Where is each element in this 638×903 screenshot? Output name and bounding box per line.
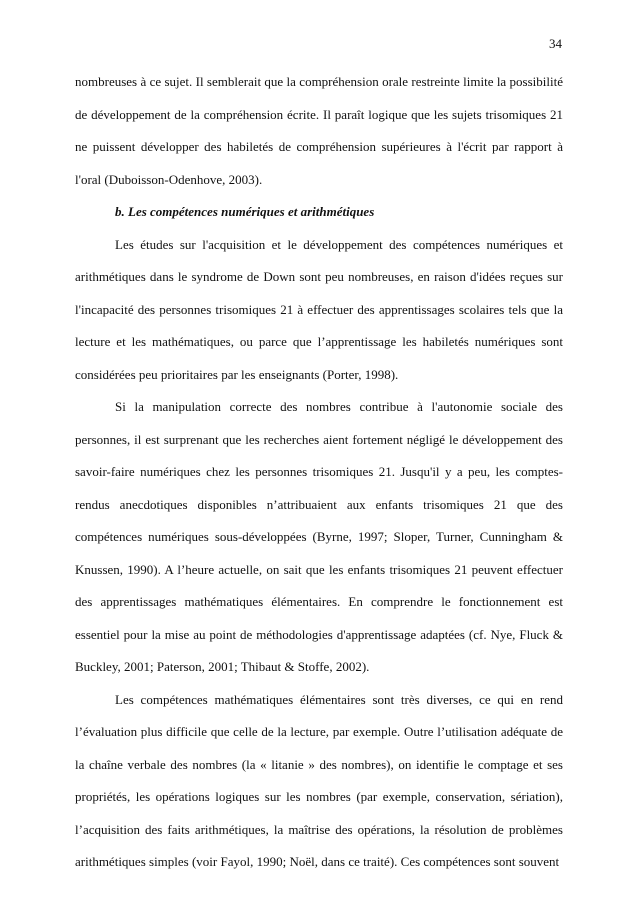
paragraph-continued: nombreuses à ce sujet. Il semblerait que la compréhension orale restreinte limite la possibilité de développement de la compréhension écrite. Il paraît logique que les sujets trisomiques 21 ne puissent développer des habiletés de compréhension supérieures à l'écrit par rapport à l'oral (Duboisson-Odenhove, 2003). xyxy=(75,74,563,187)
section-heading: b. Les compétences numériques et arithmétiques xyxy=(115,204,375,219)
paragraph: Les études sur l'acquisition et le développement des compétences numériques et arithmétiques dans le syndrome de Down sont peu nombreuses, en raison d'idées reçues sur l'incapacité des personnes trisomiques 21 à effectuer des apprentissages scolaires tels que la lecture et les mathématiques, ou parce que l’apprentissage les habiletés numériques sont considérées peu prioritaires par les enseignants (Porter, 1998). xyxy=(75,236,563,382)
page-body xyxy=(75,66,563,879)
page-number: 34 xyxy=(549,36,562,51)
paragraph: Si la manipulation correcte des nombres contribue à l'autonomie sociale des personnes, il est surprenant que les recherches aient fortement négligé le développement des savoir-faire numériques chez les personnes trisomiques 21. Jusqu'il y a peu, les comptes-rendus anecdotiques disponibles n’attribuaient aux enfants trisomiques 21 que des compétences numériques sous-développées (Byrne, 1997; Sloper, Turner, Cunningham & Knussen, 1990). A l’heure actuelle, on sait que les enfants trisomiques 21 peuvent effectuer des apprentissages mathématiques élémentaires. En comprendre le fonctionnement est essentiel pour la mise au point de méthodologies d'apprentissage adaptées (cf. Nye, Fluck & Buckley, 2001; Paterson, 2001; Thibaut & Stoffe, 2002). xyxy=(75,399,563,674)
paragraph: Les compétences mathématiques élémentaires sont très diverses, ce qui en rend l’évaluation plus difficile que celle de la lecture, par exemple. Outre l’utilisation adéquate de la chaîne verbale des nombres (la « litanie » des nombres), on identifie le comptage et ses propriétés, les opérations logiques sur les nombres (par exemple, conservation, sériation), l’acquisition des faits arithmétiques, la maîtrise des opérations, la résolution de problèmes arithmétiques simples (voir Fayol, 1990; Noël, dans ce traité). Ces compétences sont souvent xyxy=(75,691,563,869)
